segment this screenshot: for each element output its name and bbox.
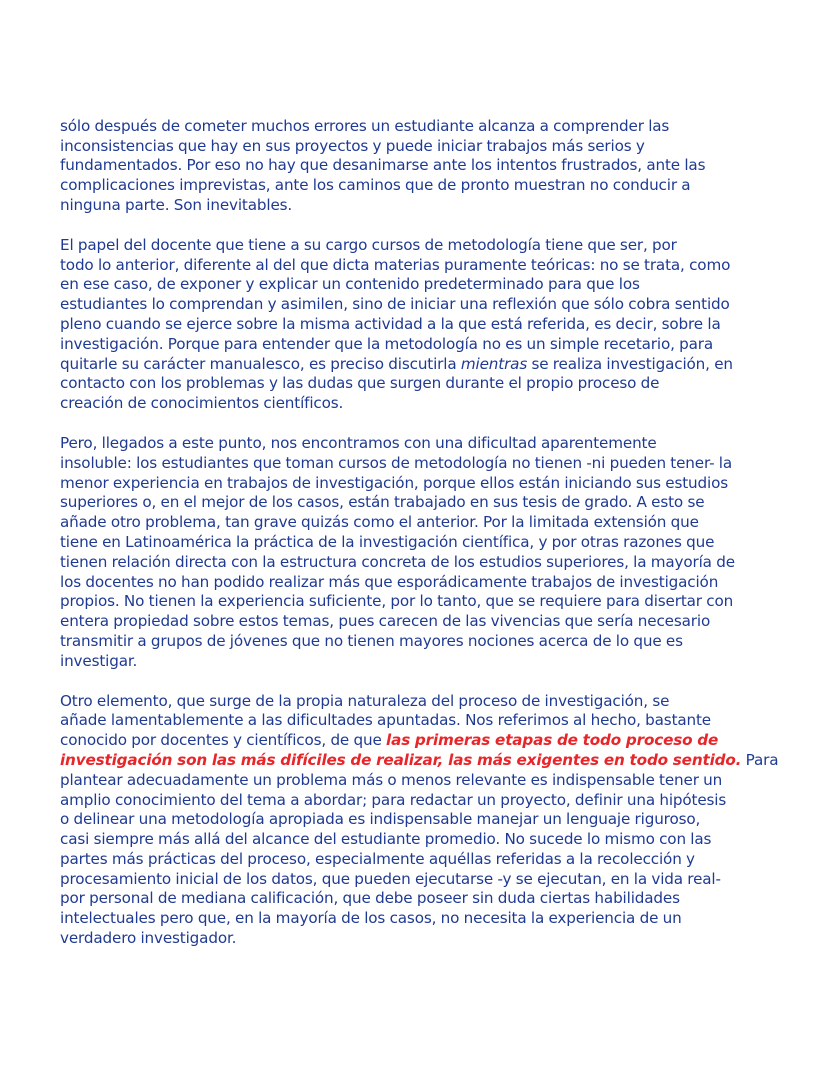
paragraph-3: [60, 434, 782, 672]
paragraph-1: [60, 97, 782, 216]
paragraph-4-text-before: Otro elemento, que surge de la propia naturaleza del proceso de investigación, se añade lamentablemente a las dificultades apuntadas. Nos referimos al hecho, bastante conocido por docentes y científicos, de que: [60, 691, 712, 750]
paragraph-2: [60, 236, 782, 414]
paragraph-1-text: sólo después de cometer muchos errores un estudiante alcanza a comprender las inconsistencias que hay en sus proyectos y puede iniciar trabajos más serios y fundamentados. Por eso no hay que desanimarse ante los intentos frustrados, ante las complicaciones imprevistas, ante los caminos que de pronto muestran no conducir a ninguna parte. Son inevitables.: [60, 116, 706, 214]
paragraph-3-text: Pero, llegados a este punto, nos encontramos con una dificultad aparentemente insoluble: los estudiantes que toman cursos de metodología no tienen -ni pueden tener- la menor experiencia en trabajos de investigación, porque ellos están iniciando sus estudios superiores o, en el mejor de los casos, están trabajado en sus tesis de grado. A esto se añade otro problema, tan grave quizás como el anterior. Por la limitada extensión que tiene en Latinoamérica la práctica de la investigación científica, y por otras razones que tienen relación directa con la estructura concreta de los estudios superiores, la mayoría de los docentes no han podido realizar más que esporádicamente trabajos de investigación propios. No tienen la experiencia suficiente, por lo tanto, que se requiere para disertar con entera propiedad sobre estos temas, pues carecen de las vivencias que sería necesario transmitir a grupos de jóvenes que no tienen mayores nociones acerca de lo que es investigar.: [60, 433, 735, 670]
paragraph-2-text-after: se realiza investigación, en contacto con los problemas y las dudas que surgen durante el propio proceso de creación de conocimientos científicos.: [60, 354, 733, 413]
paragraph-4: [60, 692, 782, 949]
paragraph-4-highlight: las primeras etapas de todo proceso de investigación son las más difíciles de realizar, las más exigentes en todo sentido.: [60, 731, 742, 769]
paragraph-2-italic: mientras: [460, 354, 528, 373]
paragraph-4-text-after: Para plantear adecuadamente un problema más o menos relevante es indispensable tener un amplio conocimiento del tema a abordar; para redactar un proyecto, definir una hipótesis o delinear una metodología apropiada es indispensable manejar un lenguaje riguroso, casi siempre más allá del alcance del estudiante promedio. No sucede lo mismo con las partes más prácticas del proceso, especialmente aquéllas referidas a la recolección y procesamiento inicial de los datos, que pueden ejecutarse -y se ejecutan, en la vida real- por personal de mediana calificación, que debe poseer sin duda ciertas habilidades intelectuales pero que, en la mayoría de los casos, no necesita la experiencia de un verdadero investigador.: [60, 750, 779, 948]
document-page: [60, 97, 782, 969]
paragraph-2-text-before: El papel del docente que tiene a su cargo cursos de metodología tiene que ser, por todo lo anterior, diferente al del que dicta materias puramente teóricas: no se trata, como en ese caso, de exponer y explicar un contenido predeterminado para que los estudiantes lo comprendan y asimilen, sino de iniciar una reflexión que sólo cobra sentido pleno cuando se ejerce sobre la misma actividad a la que está referida, es decir, sobre la investigación. Porque para entender que la metodología no es un simple recetario, para quitarle su carácter manualesco, es preciso discutirla: [60, 235, 731, 373]
